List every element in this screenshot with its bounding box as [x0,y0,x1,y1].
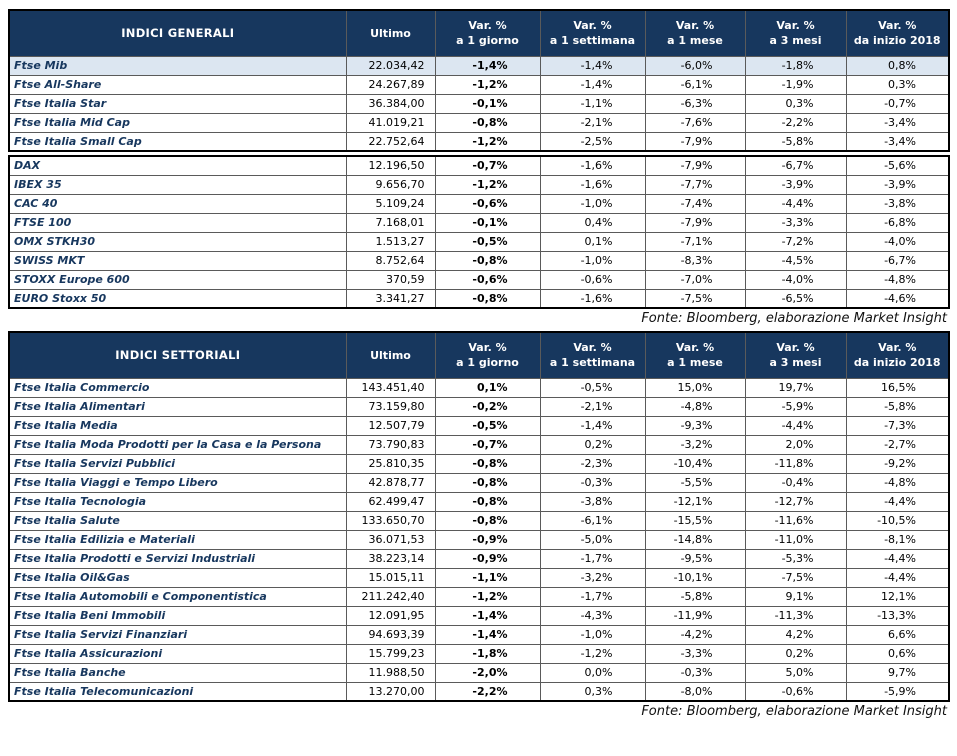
value-cell: 38.223,14 [346,549,435,568]
value-cell: -0,8% [435,289,540,308]
index-label: Ftse Italia Automobili e Componentistica [9,587,346,606]
value-cell: -0,6% [435,194,540,213]
value-cell: -2,1% [540,113,645,132]
table-row [9,132,949,151]
value-cell: -2,7% [846,435,949,454]
column-header [346,10,435,56]
value-cell: -6,1% [645,75,745,94]
value-cell: -7,5% [745,568,846,587]
index-label: Ftse Italia Viaggi e Tempo Libero [9,473,346,492]
table-body [9,56,949,151]
table-row [9,416,949,435]
value-cell: -4,4% [846,492,949,511]
value-cell: -6,8% [846,213,949,232]
value-cell: 22.034,42 [346,56,435,75]
value-cell: -1,2% [435,587,540,606]
table-body [9,378,949,701]
value-cell: 0,3% [540,682,645,701]
table-row [9,175,949,194]
column-header-line1: Var. % [468,19,507,33]
value-cell: -4,4% [745,194,846,213]
header-row [9,332,949,378]
value-cell: -7,9% [645,132,745,151]
column-header-line2: a 1 giorno [456,34,519,48]
value-cell: 15.015,11 [346,568,435,587]
column-header [846,332,949,378]
column-header-line1: Var. % [675,341,715,355]
value-cell: 133.650,70 [346,511,435,530]
table-row [9,549,949,568]
value-cell: -10,5% [846,511,949,530]
value-cell: -11,9% [645,606,745,625]
value-cell: -5,3% [745,549,846,568]
table-row [9,492,949,511]
value-cell: -7,3% [846,416,949,435]
index-label: Ftse Italia Alimentari [9,397,346,416]
value-cell: 12,1% [846,587,949,606]
table-row [9,94,949,113]
value-cell: -3,3% [645,644,745,663]
table-row [9,473,949,492]
column-header-line1: Var. % [468,341,507,355]
index-label: Ftse Italia Beni Immobili [9,606,346,625]
column-header [846,10,949,56]
index-label: CAC 40 [9,194,346,213]
value-cell: 41.019,21 [346,113,435,132]
value-cell: -1,4% [540,75,645,94]
column-header-line1: Var. % [878,19,917,33]
value-cell: -0,1% [435,213,540,232]
table-row [9,568,949,587]
value-cell: -4,4% [846,549,949,568]
value-cell: 12.196,50 [346,156,435,175]
source-note: Fonte: Bloomberg, elaborazione Market Insight [641,704,947,719]
value-cell: -9,3% [645,416,745,435]
value-cell: 25.810,35 [346,454,435,473]
value-cell: -5,8% [645,587,745,606]
value-cell: 0,1% [435,378,540,397]
value-cell: -6,7% [745,156,846,175]
value-cell: -1,4% [435,625,540,644]
value-cell: -4,4% [846,568,949,587]
value-cell: -0,7% [435,435,540,454]
table-row [9,213,949,232]
value-cell: 62.499,47 [346,492,435,511]
value-cell: 6,6% [846,625,949,644]
table-row [9,270,949,289]
value-cell: -0,8% [435,492,540,511]
value-cell: 143.451,40 [346,378,435,397]
value-cell: -5,9% [846,682,949,701]
index-label: Ftse Italia Oil&Gas [9,568,346,587]
table-row [9,194,949,213]
value-cell: -4,2% [645,625,745,644]
value-cell: 8.752,64 [346,251,435,270]
value-cell: -0,6% [435,270,540,289]
index-label: Ftse Italia Tecnologia [9,492,346,511]
indices-table [8,9,950,152]
value-cell: -7,6% [645,113,745,132]
value-cell: 2,0% [745,435,846,454]
table-row [9,113,949,132]
value-cell: -1,7% [540,587,645,606]
index-label: EURO Stoxx 50 [9,289,346,308]
index-label: Ftse Italia Mid Cap [9,113,346,132]
value-cell: -15,5% [645,511,745,530]
table-row [9,682,949,701]
value-cell: -2,2% [435,682,540,701]
index-label: Ftse Italia Telecomunicazioni [9,682,346,701]
column-header-line2: a 3 mesi [769,34,822,48]
value-cell: -1,4% [435,606,540,625]
value-cell: -0,5% [435,416,540,435]
value-cell: -7,9% [645,213,745,232]
value-cell: -0,9% [435,549,540,568]
column-header-line2: a 1 giorno [456,356,519,370]
value-cell: -0,8% [435,113,540,132]
value-cell: -3,9% [745,175,846,194]
index-label: FTSE 100 [9,213,346,232]
value-cell: 9,1% [745,587,846,606]
value-cell: 0,4% [540,213,645,232]
table-title: INDICI GENERALI [9,10,346,56]
value-cell: 0,8% [846,56,949,75]
table-row [9,511,949,530]
value-cell: 0,0% [540,663,645,682]
value-cell: 36.071,53 [346,530,435,549]
value-cell: 1.513,27 [346,232,435,251]
table-row [9,644,949,663]
column-header-line2: a 3 mesi [769,356,822,370]
table-header [9,10,949,56]
value-cell: -1,8% [435,644,540,663]
value-cell: -4,3% [540,606,645,625]
value-cell: -0,4% [745,473,846,492]
value-cell: -1,2% [540,644,645,663]
table-row [9,56,949,75]
value-cell: 0,3% [745,94,846,113]
value-cell: -6,1% [540,511,645,530]
value-cell: -1,1% [540,94,645,113]
column-header-line1: Ultimo [370,26,411,40]
value-cell: -0,5% [540,378,645,397]
value-cell: 19,7% [745,378,846,397]
column-header-line1: Var. % [878,341,917,355]
indices-table [8,155,950,309]
value-cell: -0,7% [846,94,949,113]
value-cell: -1,6% [540,156,645,175]
header-row [9,10,949,56]
index-label: SWISS MKT [9,251,346,270]
value-cell: -9,2% [846,454,949,473]
value-cell: -1,6% [540,175,645,194]
value-cell: -0,2% [435,397,540,416]
value-cell: -4,0% [846,232,949,251]
column-header-line1: Var. % [573,19,612,33]
value-cell: -9,5% [645,549,745,568]
value-cell: 9.656,70 [346,175,435,194]
index-label: Ftse Italia Commercio [9,378,346,397]
value-cell: 0,6% [846,644,949,663]
value-cell: -5,6% [846,156,949,175]
table-row [9,156,949,175]
value-cell: -7,1% [645,232,745,251]
indici-settoriali-section [8,331,957,724]
column-header-line2: da inizio 2018 [853,34,941,48]
value-cell: -0,7% [435,156,540,175]
index-label: Ftse Italia Servizi Finanziari [9,625,346,644]
value-cell: 12.091,95 [346,606,435,625]
value-cell: -11,0% [745,530,846,549]
value-cell: -1,2% [435,75,540,94]
value-cell: 370,59 [346,270,435,289]
value-cell: -3,8% [540,492,645,511]
value-cell: -0,8% [435,511,540,530]
index-label: STOXX Europe 600 [9,270,346,289]
value-cell: -6,7% [846,251,949,270]
value-cell: -7,5% [645,289,745,308]
value-cell: -8,1% [846,530,949,549]
table-row [9,625,949,644]
value-cell: -4,6% [846,289,949,308]
column-header-line1: Var. % [675,19,715,33]
value-cell: 15.799,23 [346,644,435,663]
column-header [745,10,846,56]
value-cell: -4,8% [846,473,949,492]
value-cell: -13,3% [846,606,949,625]
value-cell: -5,8% [846,397,949,416]
value-cell: -3,3% [745,213,846,232]
index-label: Ftse Italia Edilizia e Materiali [9,530,346,549]
indici-generali-section [8,9,957,331]
column-header-line1: Var. % [776,19,815,33]
value-cell: -5,9% [745,397,846,416]
value-cell: -3,9% [846,175,949,194]
value-cell: -3,8% [846,194,949,213]
value-cell: -1,7% [540,549,645,568]
value-cell: -4,4% [745,416,846,435]
index-label: Ftse Italia Assicurazioni [9,644,346,663]
value-cell: -3,4% [846,113,949,132]
value-cell: -1,0% [540,625,645,644]
value-cell: -1,4% [435,56,540,75]
value-cell: -3,4% [846,132,949,151]
value-cell: -8,0% [645,682,745,701]
index-label: IBEX 35 [9,175,346,194]
value-cell: 0,1% [540,232,645,251]
column-header-line1: Var. % [776,341,815,355]
column-header [435,332,540,378]
value-cell: 73.159,80 [346,397,435,416]
value-cell: -2,1% [540,397,645,416]
table-row [9,251,949,270]
value-cell: -11,8% [745,454,846,473]
table-row [9,289,949,308]
value-cell: -10,1% [645,568,745,587]
value-cell: 11.988,50 [346,663,435,682]
value-cell: -8,3% [645,251,745,270]
value-cell: -0,1% [435,94,540,113]
value-cell: -7,7% [645,175,745,194]
value-cell: -0,6% [540,270,645,289]
index-label: OMX STKH30 [9,232,346,251]
value-cell: -4,0% [745,270,846,289]
value-cell: -7,2% [745,232,846,251]
value-cell: -7,0% [645,270,745,289]
index-label: DAX [9,156,346,175]
value-cell: -1,8% [745,56,846,75]
table-header [9,332,949,378]
value-cell: 9,7% [846,663,949,682]
table-row [9,435,949,454]
column-header-line2: a 1 mese [667,34,723,48]
value-cell: 94.693,39 [346,625,435,644]
value-cell: 12.507,79 [346,416,435,435]
value-cell: -1,1% [435,568,540,587]
value-cell: -0,9% [435,530,540,549]
column-header [645,10,745,56]
column-header-line1: Ultimo [370,348,411,362]
index-label: Ftse Italia Star [9,94,346,113]
value-cell: 0,3% [846,75,949,94]
column-header-line1: Var. % [573,341,612,355]
value-cell: -0,3% [645,663,745,682]
value-cell: -1,6% [540,289,645,308]
index-label: Ftse Italia Small Cap [9,132,346,151]
value-cell: -3,2% [540,568,645,587]
value-cell: -2,3% [540,454,645,473]
column-header [540,10,645,56]
index-label: Ftse Italia Salute [9,511,346,530]
column-header-line2: a 1 mese [667,356,723,370]
value-cell: 15,0% [645,378,745,397]
value-cell: 0,2% [540,435,645,454]
value-cell: -7,9% [645,156,745,175]
index-label: Ftse Mib [9,56,346,75]
value-cell: -2,2% [745,113,846,132]
value-cell: -6,0% [645,56,745,75]
value-cell: -10,4% [645,454,745,473]
value-cell: -11,3% [745,606,846,625]
value-cell: -0,8% [435,454,540,473]
value-cell: -4,8% [645,397,745,416]
value-cell: -12,1% [645,492,745,511]
indici-settoriali-table [8,331,948,702]
table-row [9,232,949,251]
value-cell: 36.384,00 [346,94,435,113]
value-cell: -11,6% [745,511,846,530]
value-cell: -2,0% [435,663,540,682]
value-cell: 3.341,27 [346,289,435,308]
column-header-line2: a 1 settimana [549,356,636,370]
table-title: INDICI SETTORIALI [9,332,346,378]
table-row [9,397,949,416]
column-header [645,332,745,378]
value-cell: -3,2% [645,435,745,454]
value-cell: 73.790,83 [346,435,435,454]
table-row [9,606,949,625]
table-body [9,156,949,308]
value-cell: -12,7% [745,492,846,511]
value-cell: -4,8% [846,270,949,289]
value-cell: 42.878,77 [346,473,435,492]
source-note: Fonte: Bloomberg, elaborazione Market Insight [641,311,947,326]
table-row [9,75,949,94]
index-label: Ftse Italia Moda Prodotti per la Casa e la Persona [9,435,346,454]
value-cell: 0,2% [745,644,846,663]
index-label: Ftse Italia Media [9,416,346,435]
index-label: Ftse Italia Prodotti e Servizi Industriali [9,549,346,568]
value-cell: -0,8% [435,473,540,492]
value-cell: -1,4% [540,56,645,75]
value-cell: 13.270,00 [346,682,435,701]
value-cell: -0,6% [745,682,846,701]
table-row [9,663,949,682]
value-cell: 7.168,01 [346,213,435,232]
value-cell: -7,4% [645,194,745,213]
table-row [9,587,949,606]
column-header [540,332,645,378]
value-cell: -2,5% [540,132,645,151]
value-cell: -0,8% [435,251,540,270]
indices-table [8,331,950,702]
value-cell: -4,5% [745,251,846,270]
value-cell: -6,5% [745,289,846,308]
value-cell: -5,5% [645,473,745,492]
table-row [9,530,949,549]
table-row [9,378,949,397]
value-cell: -1,2% [435,175,540,194]
value-cell: 5,0% [745,663,846,682]
value-cell: -1,0% [540,251,645,270]
index-label: Ftse Italia Servizi Pubblici [9,454,346,473]
value-cell: -1,2% [435,132,540,151]
table-row [9,454,949,473]
index-label: Ftse Italia Banche [9,663,346,682]
column-header [745,332,846,378]
column-header [435,10,540,56]
value-cell: -1,0% [540,194,645,213]
value-cell: -0,5% [435,232,540,251]
value-cell: -5,8% [745,132,846,151]
value-cell: -14,8% [645,530,745,549]
value-cell: -1,9% [745,75,846,94]
column-header-line2: a 1 settimana [549,34,636,48]
value-cell: -0,3% [540,473,645,492]
value-cell: 24.267,89 [346,75,435,94]
value-cell: 22.752,64 [346,132,435,151]
value-cell: -6,3% [645,94,745,113]
indici-generali-table [8,9,948,309]
value-cell: 211.242,40 [346,587,435,606]
value-cell: 16,5% [846,378,949,397]
value-cell: 5.109,24 [346,194,435,213]
value-cell: 4,2% [745,625,846,644]
index-label: Ftse All-Share [9,75,346,94]
value-cell: -5,0% [540,530,645,549]
column-header-line2: da inizio 2018 [853,356,941,370]
column-header [346,332,435,378]
value-cell: -1,4% [540,416,645,435]
